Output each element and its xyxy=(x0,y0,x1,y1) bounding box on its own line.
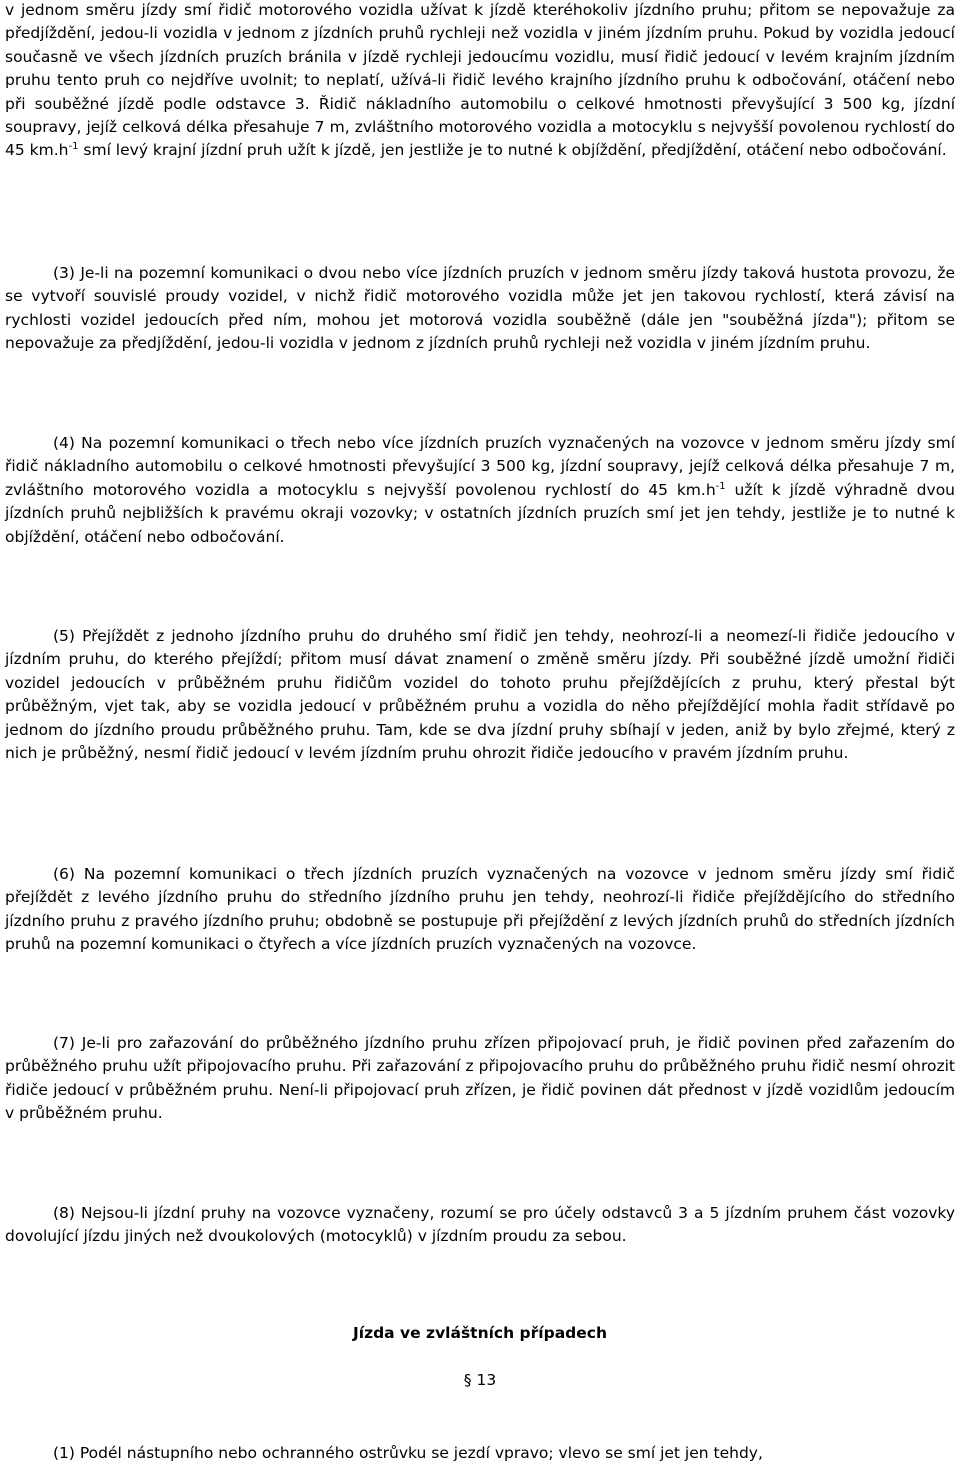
paragraph-text: (4) Na pozemní komunikaci o třech nebo více jízdních pruzích vyznačených na vozovce v jednom směru jízdy smí řidič nákladního automobilu o celkové hmotnosti převyšující 3 500 kg, jízdní soupravy, jejíž celková délka přesahuje 7 m, zvláštního motorového vozidla a motocyklu s nejvyšší povolenou rychlostí do 45 km.h xyxy=(5,434,955,499)
paragraph-6: (6) Na pozemní komunikaci o třech jízdních pruzích vyznačených na vozovce v jednom směru jízdy smí řidič přejíždět z levého jízdního pruhu do středního jízdního pruhu jen tehdy, neohrozí-li řidiče přejíždějícího do středního jízdního pruhu z pravého jízdního pruhu; obdobně se postupuje při přejíždění z levých jízdních pruhů do středních jízdních pruhů na pozemní komunikaci o čtyřech a více jízdních pruzích vyznačených na vozovce. xyxy=(5,865,955,954)
paragraph-text: smí levý krajní jízdní pruh užít k jízdě, jen jestliže je to nutné k objíždění, předjíždění, otáčení nebo odbočování. xyxy=(78,141,947,160)
paragraph-7: (7) Je-li pro zařazování do průběžného jízdního pruhu zřízen připojovací pruh, je řidič povinen před zařazením do průběžného pruhu užít připojovacího pruhu. Při zařazování z připojovacího pruhu do průběžného pruhu řidič nesmí ohrozit řidiče jedoucí v průběžném pruhu. Není-li připojovací pruh zřízen, je řidič povinen dát přednost v jízdě vozidlům jedoucím v průběžném pruhu. xyxy=(5,1034,955,1123)
paragraph-8: (8) Nejsou-li jízdní pruhy na vozovce vyznačeny, rozumí se pro účely odstavců 3 a 5 jízdním pruhem část vozovky dovolující jízdu jiných než dvoukolových (motocyklů) v jízdním proudu za sebou. xyxy=(5,1204,955,1246)
paragraph-text: užít k jízdě výhradně dvou jízdních pruhů nejbližších k pravému okraji vozovky; v ostatních jízdních pruzích smí jet jen tehdy, jestliže je to nutné k objíždění, otáčení nebo odbočování. xyxy=(5,480,955,546)
paragraph-5: (5) Přejíždět z jednoho jízdního pruhu do druhého smí řidič jen tehdy, neohrozí-li a neomezí-li řidiče jedoucího v jízdním pruhu, do kterého přejíždí; přitom musí dávat znamení o změně směru jízdy. Při souběžné jízdě umožní řidiči vozidel jedoucích v průběžném pruhu řidičům vozidel do tohoto pruhu přejíždějících z pruhu, který přestal být průběžným, vjet tak, aby se vozidla jedoucí v průběžném pruhu a vozidla do něho přejíždějící mohla řadit střídavě po jednom do jízdního proudu průběžného pruhu. Tam, kde se dva jízdní pruhy sbíhají v jeden, aniž by bylo zřejmé, který z nich je průběžný, nesmí řidič jedoucí v levém jízdním pruhu ohrozit řidiče jedoucího v pravém jízdním pruhu. xyxy=(5,627,955,763)
paragraph-3: (3) Je-li na pozemní komunikaci o dvou nebo více jízdních pruzích v jednom směru jízdy taková hustota provozu, že se vytvoří souvislé proudy vozidel, v nichž řidič motorového vozidla může jet jen takovou rychlostí, která závisí na rychlosti vozidel jedoucích před ním, mohou jet motorová vozidla souběžně (dále jen "souběžná jízda"); přitom se nepovažuje za předjíždění, jedou-li vozidla v jednom z jízdních pruhů rychleji než vozidla v jiném jízdním pruhu. xyxy=(5,264,955,353)
paragraph-text: v jednom směru jízdy smí řidič motorového vozidla užívat k jízdě kteréhokoliv jízdního pruhu; přitom se nepovažuje za předjíždění, jedou-li vozidla v jednom z jízdních pruhů rychleji než vozidla v jiném jízdním pruhu. Pokud by vozidla jedoucí současně ve všech jízdních pruzích bránila v jízdě rychleji jedoucímu vozidlu, musí řidič jedoucí v levém krajním jízdním pruhu tento pruh co nejdříve uvolnit; to neplatí, užívá-li řidič levého krajního jízdního pruhu k odbočování, otáčení nebo při souběžné jízdě podle odstavce 3. Řidič nákladního automobilu o celkové hmotnosti převyšující 3 500 kg, jízdní soupravy, jejíž celková délka přesahuje 7 m, zvláštního motorového vozidla a motocyklu s nejvyšší povolenou rychlostí do 45 km.h xyxy=(5,1,955,160)
paragraph-2-continued xyxy=(5,0,955,163)
paragraph-4 xyxy=(5,432,955,549)
superscript: -1 xyxy=(715,480,726,492)
paragraph-13-1: (1) Podél nástupního nebo ochranného ostrůvku se jezdí vpravo; vlevo se smí jet jen tehdy, xyxy=(53,1444,763,1462)
superscript: -1 xyxy=(68,141,79,153)
section-heading: Jízda ve zvláštních případech xyxy=(352,1324,607,1342)
section-number: § 13 xyxy=(463,1371,497,1389)
